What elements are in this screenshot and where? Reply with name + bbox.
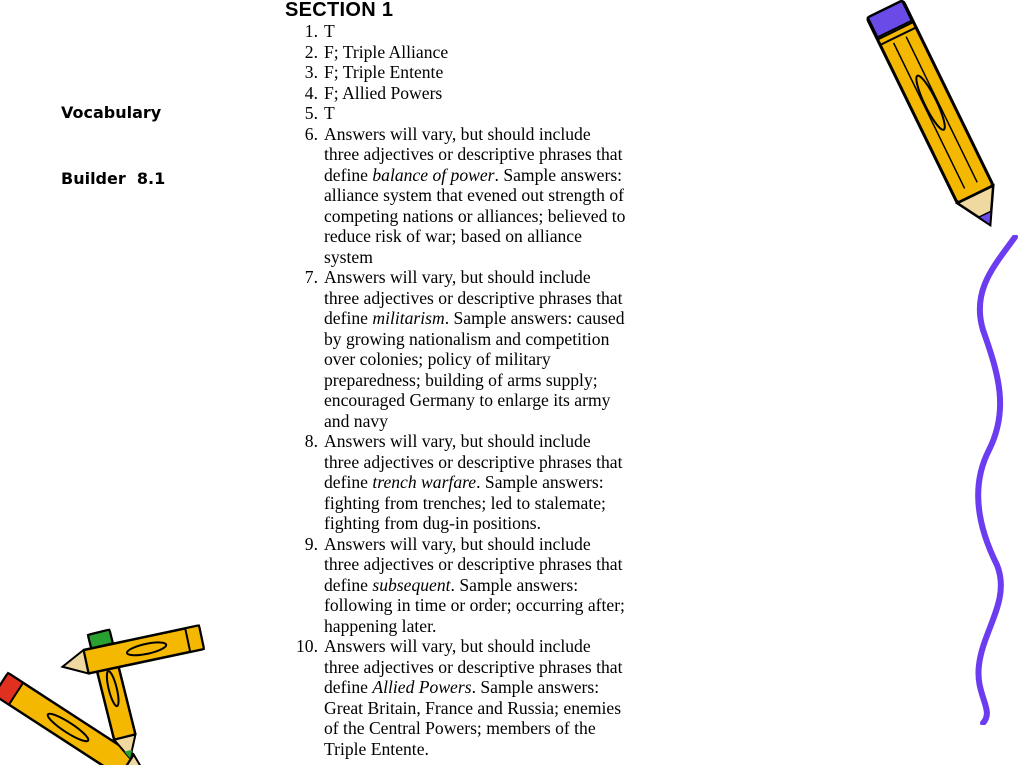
answer-text-line: three adjectives or descriptive phrases that xyxy=(324,144,623,164)
answer-text-line: Great Britain, France and Russia; enemies xyxy=(324,697,622,718)
answer-number: 3. xyxy=(304,62,318,82)
answer-item-8 xyxy=(280,431,780,534)
slide-title-line-1: Vocabulary xyxy=(61,103,162,122)
answer-number: 5. xyxy=(304,103,318,123)
answer-item-3 xyxy=(280,62,780,83)
pencil-icon xyxy=(855,0,1005,245)
answer-number: 10. xyxy=(296,636,318,656)
answer-text-line: over colonies; policy of military xyxy=(324,349,551,369)
answer-number: 6. xyxy=(304,123,318,144)
defined-term: trench warfare xyxy=(372,472,477,492)
defined-term: subsequent xyxy=(372,574,451,595)
answer-item-5 xyxy=(280,103,780,124)
answer-number: 4. xyxy=(304,82,318,103)
answer-text-line: fighting from trenches; led to stalemate; xyxy=(324,492,606,513)
defined-term: Allied Powers xyxy=(372,677,472,697)
answer-text-line: fighting from dug-in positions. xyxy=(324,513,541,533)
answer-text-line: F; Allied Powers xyxy=(324,82,443,103)
slide-title xyxy=(61,58,165,212)
answer-item-7 xyxy=(280,267,780,431)
defined-term: balance of power xyxy=(372,164,495,185)
answer-number: 7. xyxy=(304,267,318,287)
answer-item-2 xyxy=(280,42,780,63)
answer-text-line: define balance of power. Sample answers: xyxy=(324,164,623,185)
crossed-pencils-icon xyxy=(0,615,205,765)
answer-number: 2. xyxy=(304,41,318,62)
answer-text-line: Triple Entente. xyxy=(324,738,429,759)
answer-number: 9. xyxy=(304,533,318,554)
answer-text-line: following in time or order; occurring after; xyxy=(324,595,625,615)
answer-text-line: T xyxy=(324,103,335,123)
answer-text-line: define militarism. Sample answers: caused xyxy=(324,308,625,328)
answer-text-line: three adjectives or descriptive phrases that xyxy=(324,554,623,574)
answer-text-line: competing nations or alliances; believed to xyxy=(324,205,626,226)
answer-text-line: system xyxy=(324,246,373,267)
answer-text-line: three adjectives or descriptive phrases that xyxy=(324,656,623,677)
answer-text-line: define subsequent. Sample answers: xyxy=(324,574,579,595)
answer-text-line: F; Triple Alliance xyxy=(324,41,449,62)
answer-text-line: Answers will vary, but should include xyxy=(324,431,591,451)
answer-text-line: happening later. xyxy=(324,615,437,636)
answer-text-line: T xyxy=(324,21,335,41)
answer-text-line: three adjectives or descriptive phrases that xyxy=(324,451,623,472)
answer-item-6 xyxy=(280,124,780,268)
answer-text-line: three adjectives or descriptive phrases that xyxy=(324,287,623,308)
answer-text-line: Answers will vary, but should include xyxy=(324,123,591,144)
answer-item-10 xyxy=(280,636,780,759)
answer-text-line: preparedness; building of arms supply; xyxy=(324,369,598,390)
answer-text-line: define trench warfare. Sample answers: xyxy=(324,472,604,492)
answer-text-line: define Allied Powers. Sample answers: xyxy=(324,677,600,697)
answer-text-line: Answers will vary, but should include xyxy=(324,636,591,656)
answer-item-4 xyxy=(280,83,780,104)
wavy-line-decoration xyxy=(965,235,1024,725)
answer-number: 1. xyxy=(304,21,318,41)
answer-text-line: of the Central Powers; members of the xyxy=(324,718,596,738)
answer-item-1 xyxy=(280,21,780,42)
answer-text-line: by growing nationalism and competition xyxy=(324,328,610,349)
answer-text-line: alliance system that evened out strength of xyxy=(324,185,624,205)
answer-number: 8. xyxy=(304,431,318,451)
answer-text-line: Answers will vary, but should include xyxy=(324,267,591,287)
answer-text-line: and navy xyxy=(324,410,389,431)
slide-title-line-2: Builder 8.1 xyxy=(61,169,166,188)
answer-text-line: encouraged Germany to enlarge its army xyxy=(324,390,611,410)
answer-item-9 xyxy=(280,534,780,637)
defined-term: militarism xyxy=(372,308,445,328)
answer-text-line: reduce risk of war; based on alliance xyxy=(324,226,582,246)
answer-text-line: Answers will vary, but should include xyxy=(324,533,591,554)
answer-text-line: F; Triple Entente xyxy=(324,62,444,82)
section-heading: SECTION 1 xyxy=(285,0,394,21)
answer-list xyxy=(280,21,780,759)
